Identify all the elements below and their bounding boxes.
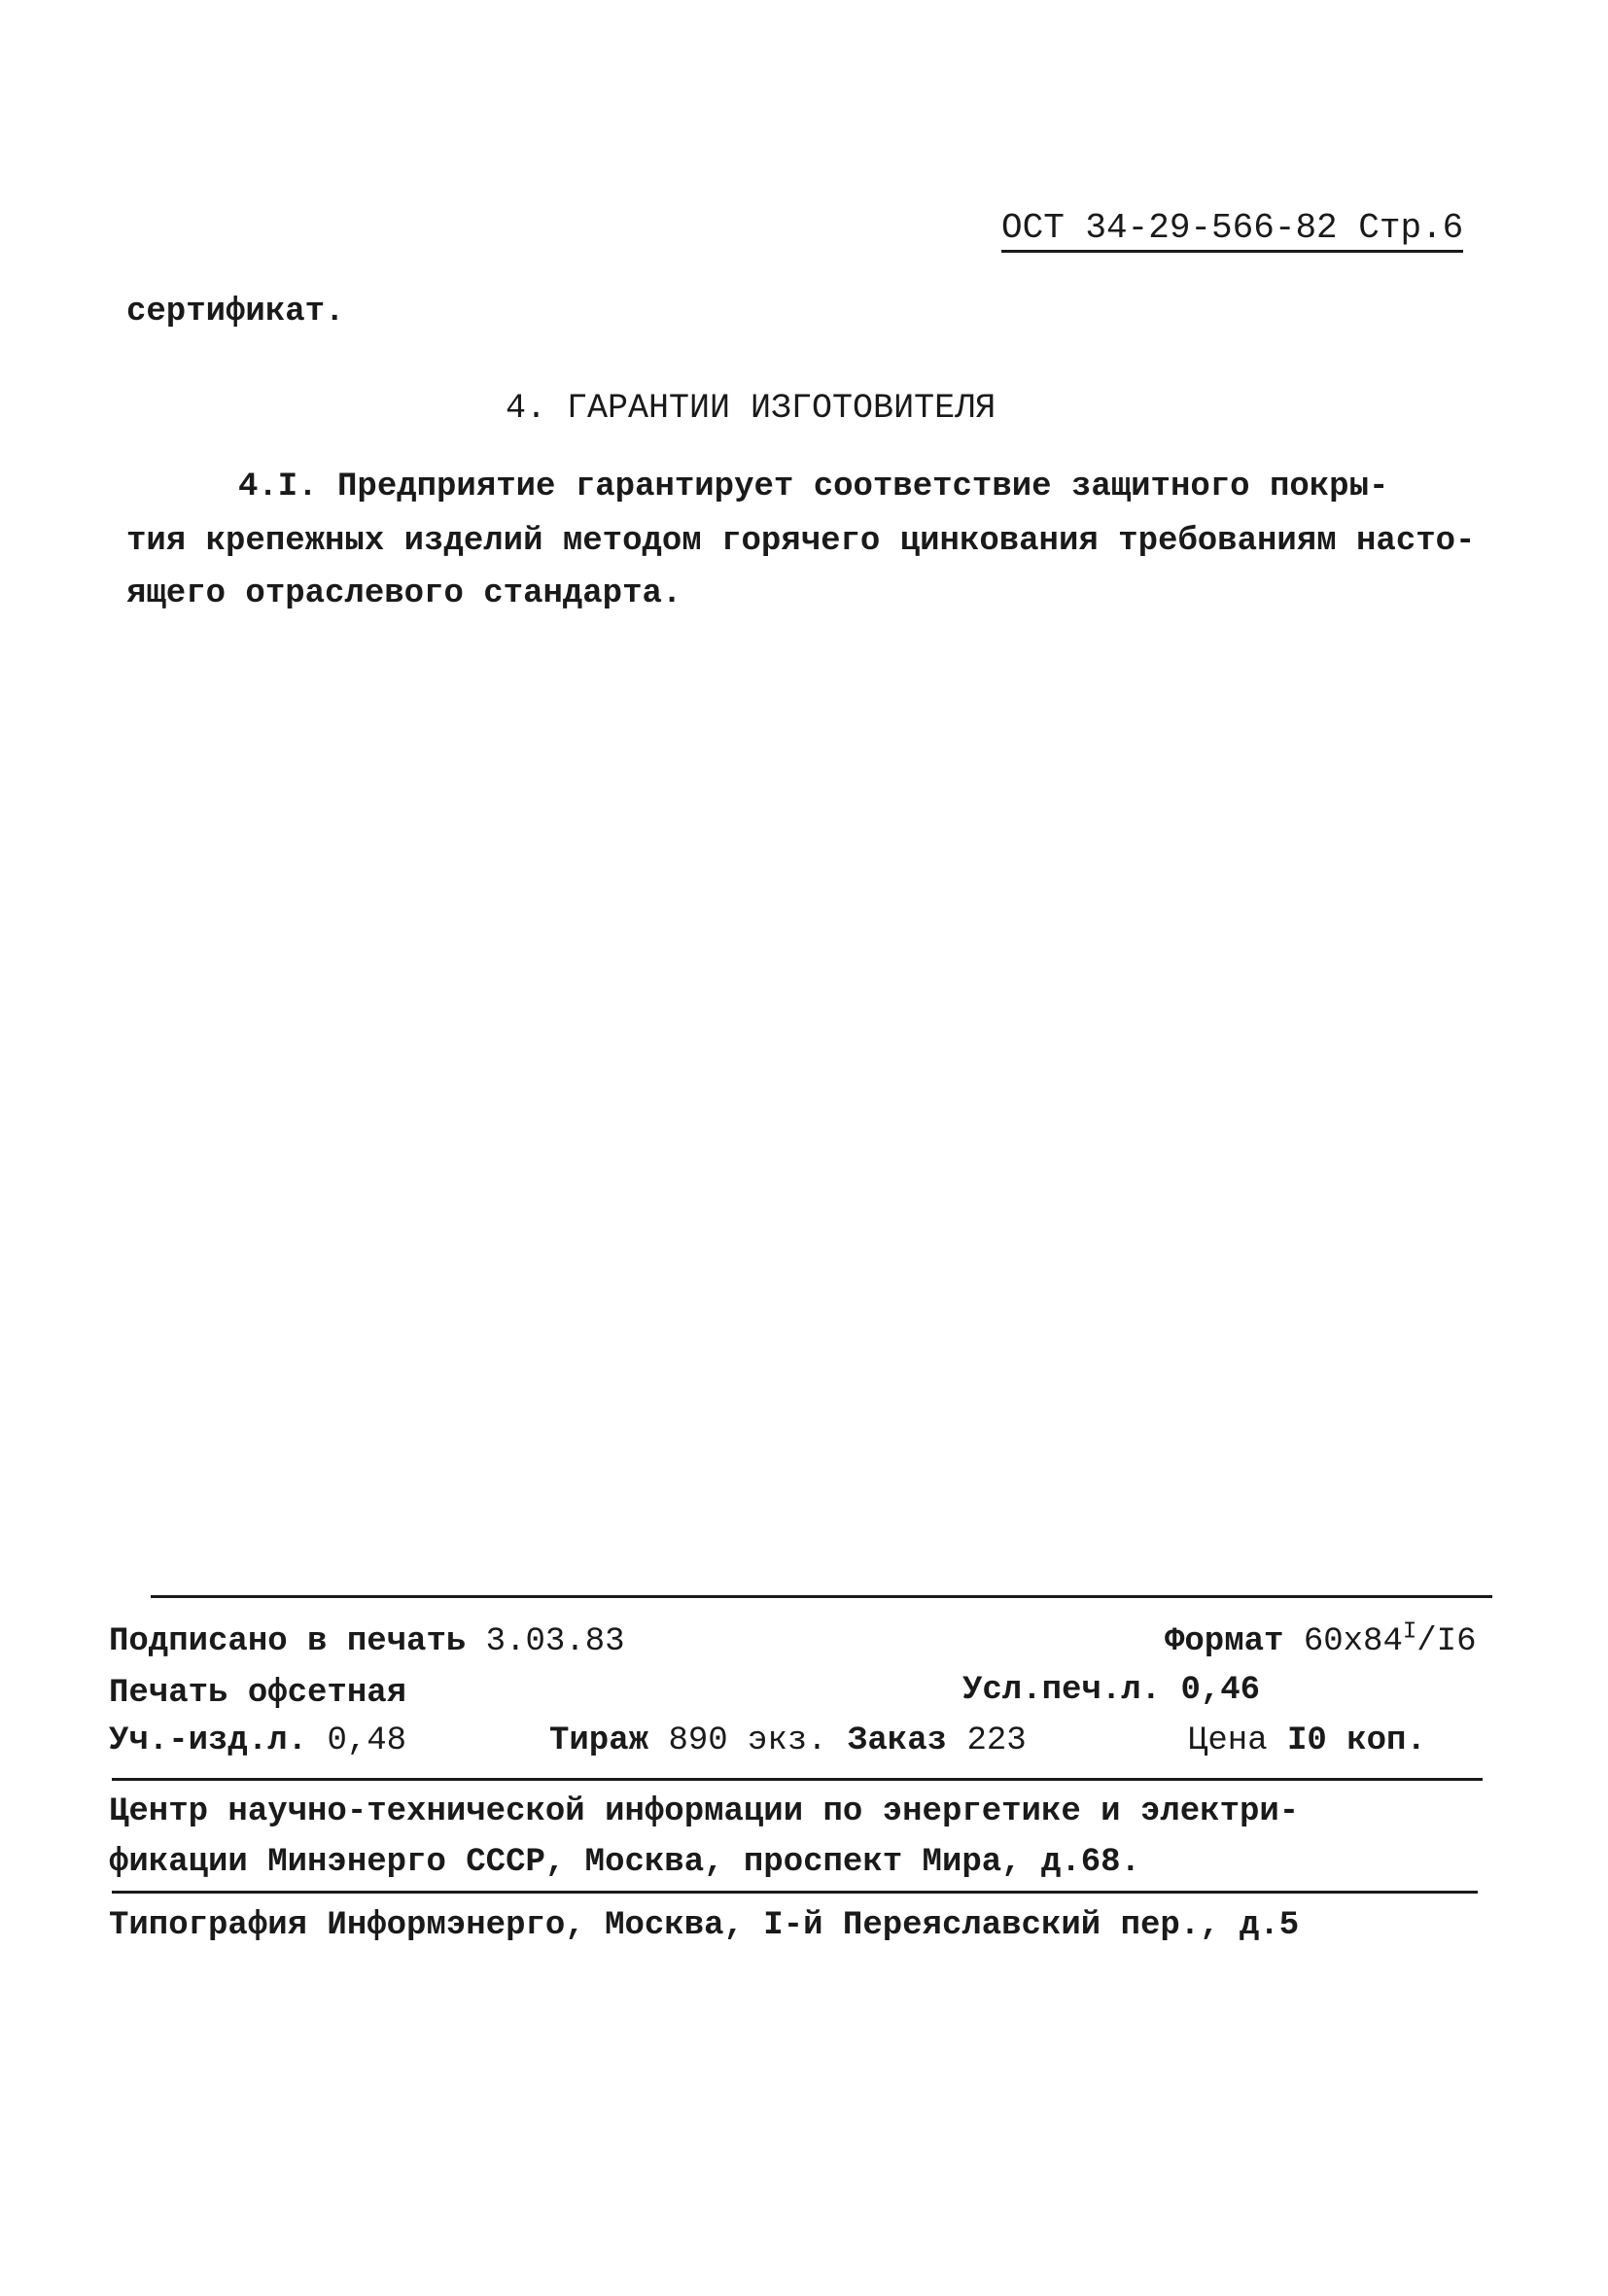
tirazh-label: Тираж <box>549 1722 649 1759</box>
imprint-top-divider <box>151 1595 1492 1598</box>
usl-value: 0,46 <box>1180 1672 1261 1709</box>
publishing-sheets <box>109 1722 406 1759</box>
imprint-middle-divider <box>112 1778 1483 1781</box>
format-tail: /I6 <box>1416 1623 1477 1660</box>
printing-house: Типография Информэнерго, Москва, I-й Переяславский пер., д.5 <box>109 1907 1300 1944</box>
signed-date: 3.03.83 <box>485 1623 625 1660</box>
usl-label: Усл.печ.л. <box>962 1672 1162 1709</box>
document-code-header: ОСТ 34-29-566-82 Стр.6 <box>1001 208 1463 253</box>
signed-to-print <box>109 1623 625 1660</box>
paragraph-line: тия крепежных изделий методом горячего цинкования требованиям насто- <box>126 523 1476 560</box>
order-number <box>848 1722 1027 1759</box>
publisher-line-1: Центр научно-технической информации по энергетике и электри- <box>109 1793 1300 1830</box>
print-type: Печать офсетная <box>109 1675 407 1712</box>
continuation-text: сертификат. <box>126 294 345 330</box>
format-value: 60х84 <box>1303 1623 1403 1660</box>
uch-value: 0,48 <box>327 1722 407 1759</box>
section-title: 4. ГАРАНТИИ ИЗГОТОВИТЕЛЯ <box>506 389 996 428</box>
tirazh-value: 890 экз. <box>668 1722 827 1759</box>
format-label: Формат <box>1165 1623 1284 1660</box>
conventional-sheets <box>962 1672 1260 1709</box>
paragraph-line: 4.I. Предприятие гарантирует соответствие защитного покры- <box>238 469 1389 505</box>
imprint-bottom-divider <box>112 1891 1478 1894</box>
price-label: Цена <box>1188 1722 1268 1759</box>
format-superscript: I <box>1402 1618 1417 1646</box>
print-run <box>549 1722 827 1759</box>
uch-label: Уч.-изд.л. <box>109 1722 308 1759</box>
price-value: I0 коп. <box>1287 1722 1426 1759</box>
price <box>1188 1722 1426 1759</box>
paragraph-line: ящего отраслевого стандарта. <box>126 575 682 612</box>
paper-format <box>1165 1618 1477 1660</box>
publisher-line-2: фикации Минэнерго СССР, Москва, проспект Мира, д.68. <box>109 1844 1140 1881</box>
zakaz-value: 223 <box>966 1722 1027 1759</box>
signed-label: Подписано в печать <box>109 1623 467 1660</box>
zakaz-label: Заказ <box>848 1722 948 1759</box>
